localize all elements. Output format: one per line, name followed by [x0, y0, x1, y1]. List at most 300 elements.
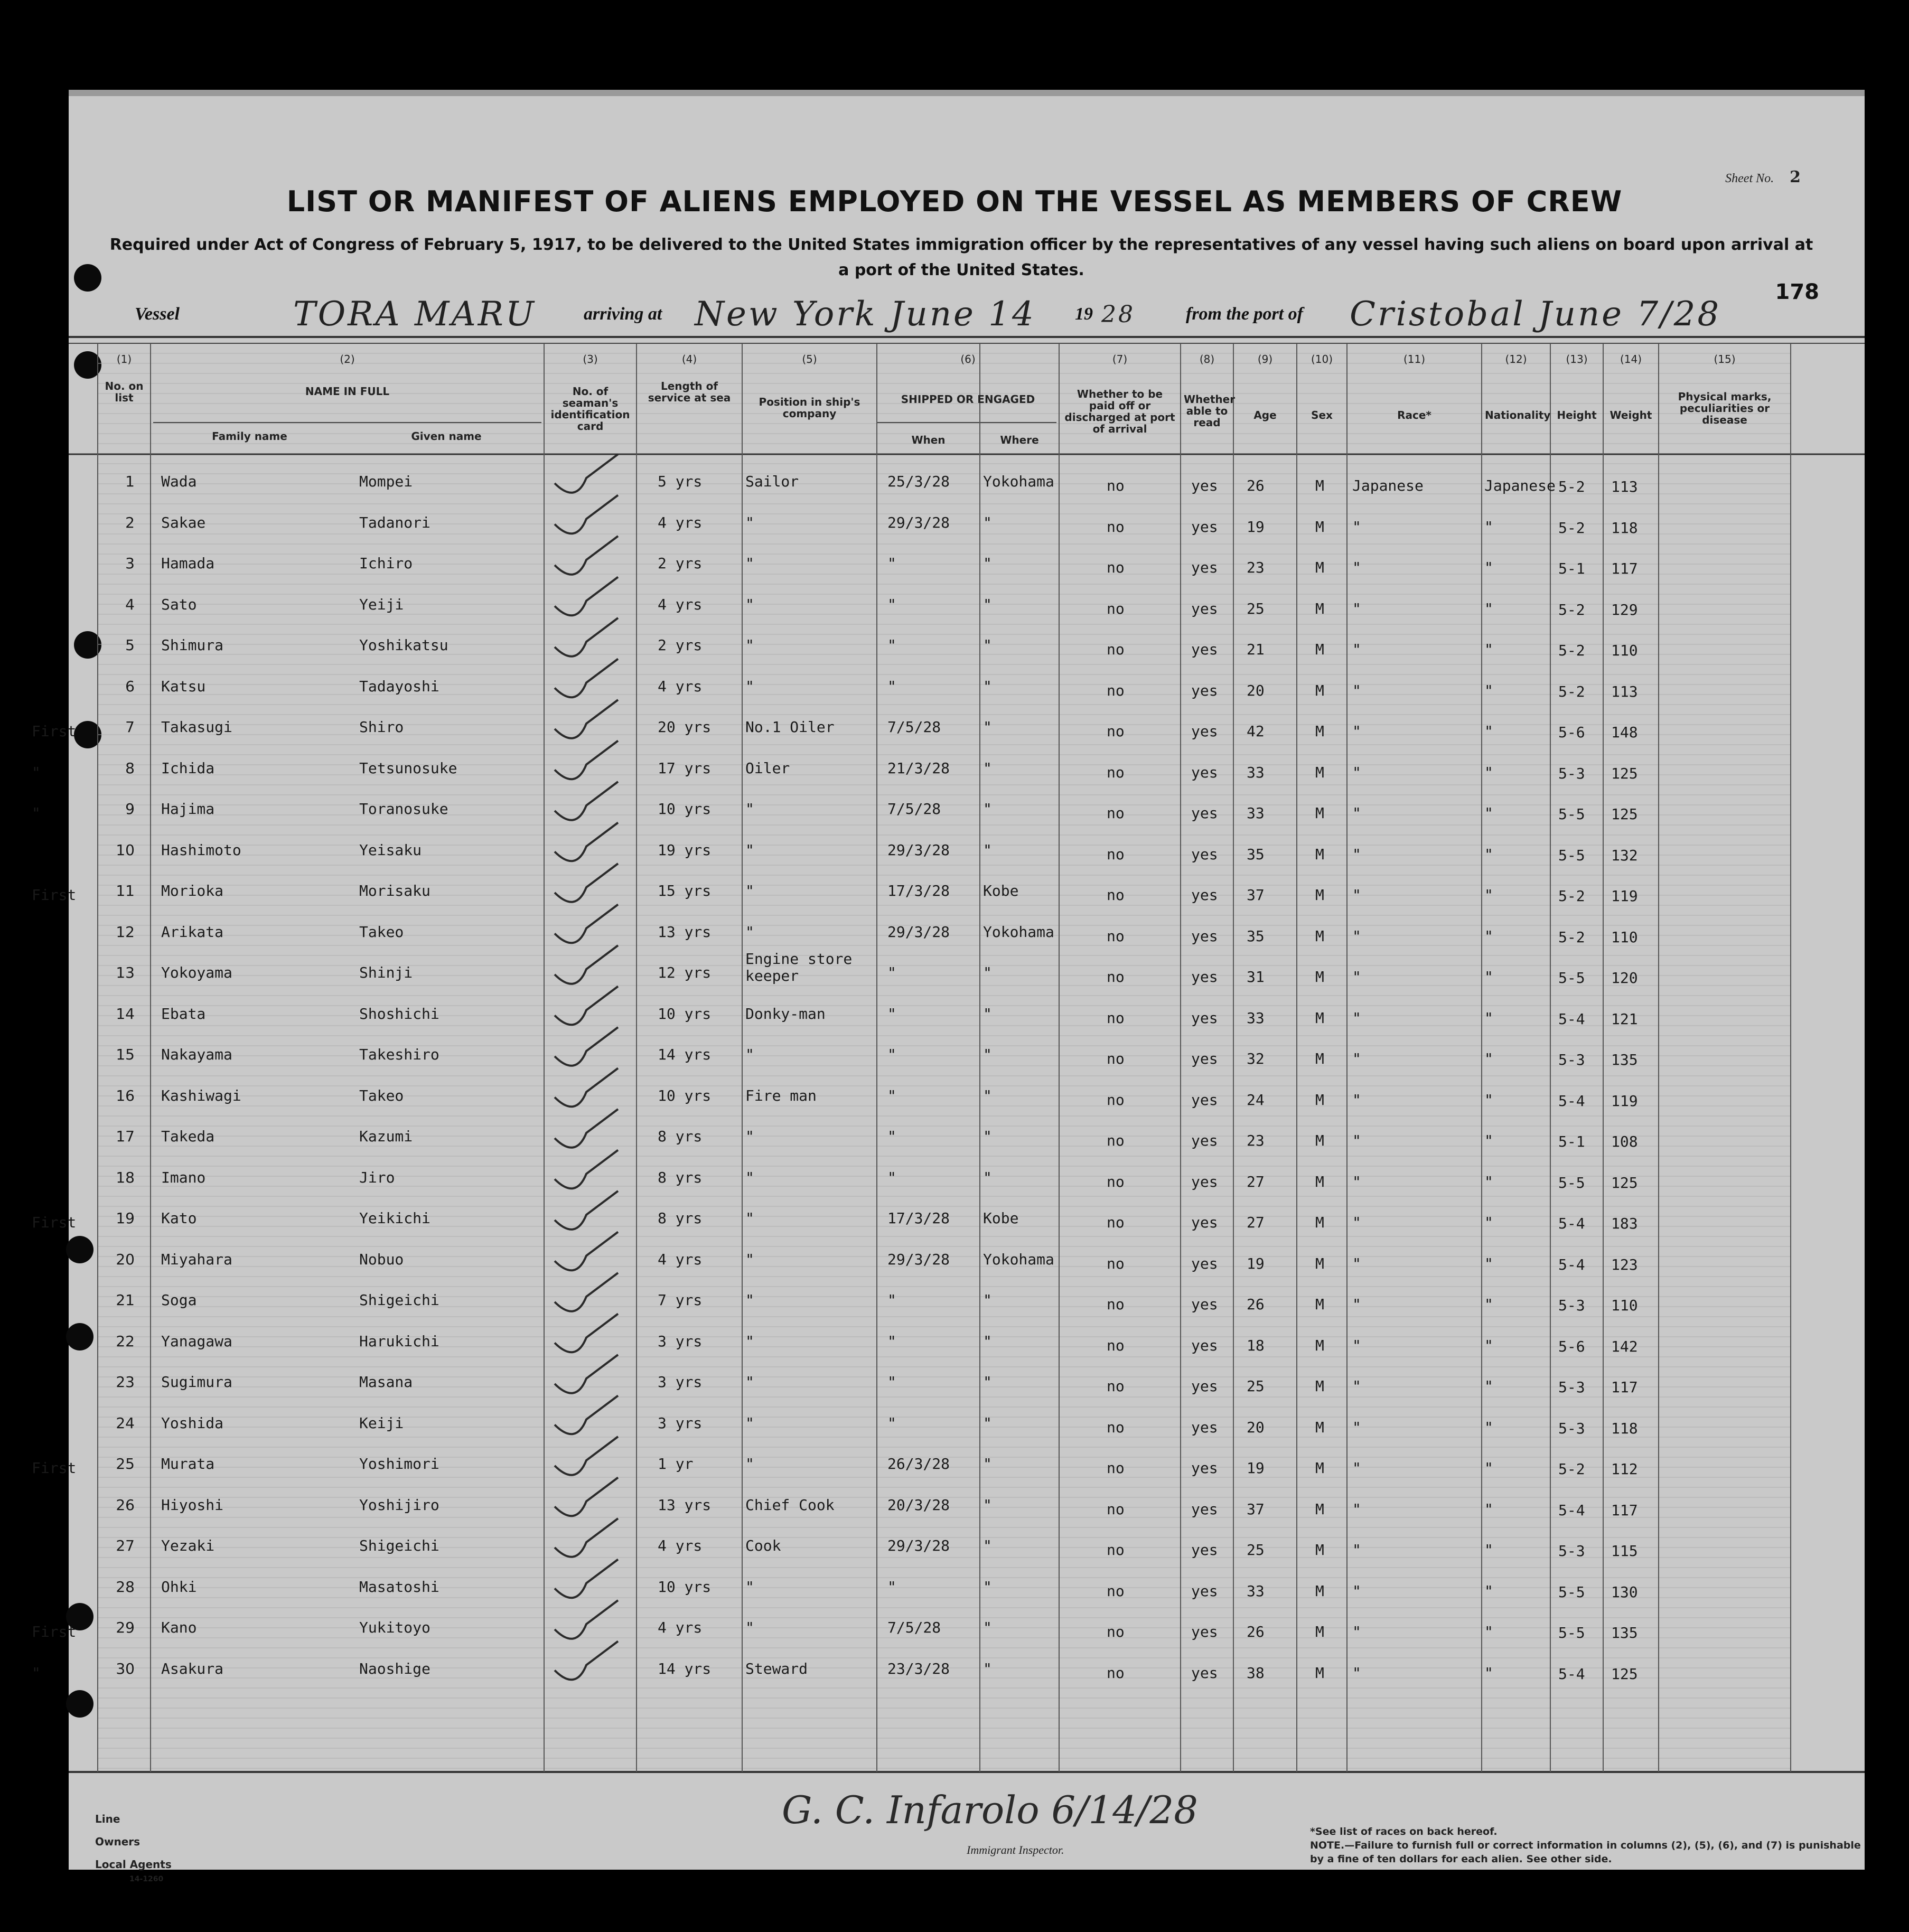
nationality: " — [1484, 641, 1493, 658]
position: " — [745, 800, 754, 818]
weight: 121 — [1611, 1010, 1638, 1028]
shipped-where: Kobe — [983, 1209, 1019, 1227]
given-name: Naoshige — [359, 1659, 431, 1677]
column-number: (2) — [340, 353, 355, 365]
length-of-service: 10 yrs — [658, 1086, 712, 1104]
age: 18 — [1247, 1336, 1265, 1354]
position: " — [745, 1332, 754, 1350]
able-to-read: yes — [1191, 1418, 1218, 1436]
given-name: Takeshiro — [359, 1046, 439, 1063]
given-name: Takeo — [359, 1086, 404, 1104]
position: " — [745, 882, 754, 899]
position: " — [745, 1168, 754, 1186]
family-name: Murata — [161, 1455, 215, 1473]
row-number: 26 — [116, 1496, 135, 1514]
margin-note: " — [32, 1664, 41, 1682]
weight: 125 — [1611, 805, 1638, 823]
family-name: Sakae — [161, 513, 206, 531]
able-to-read: yes — [1191, 1254, 1218, 1272]
nationality: " — [1484, 804, 1493, 822]
age: 21 — [1247, 641, 1265, 658]
height: 5-2 — [1558, 887, 1585, 905]
sex: M — [1315, 886, 1324, 904]
row-number: 22 — [116, 1332, 135, 1350]
given-name: Kazumi — [359, 1128, 413, 1145]
from-port: Cristobal June 7/28 — [1350, 295, 1721, 334]
position: Engine store keeper — [745, 950, 853, 984]
sex: M — [1315, 804, 1324, 822]
sex: M — [1315, 845, 1324, 863]
shipped-where: " — [983, 1373, 992, 1391]
nationality: " — [1484, 1582, 1493, 1600]
row-number: 21 — [116, 1291, 135, 1309]
length-of-service: 1 yr — [658, 1455, 694, 1473]
weight: 123 — [1611, 1255, 1638, 1273]
able-to-read: yes — [1191, 1500, 1218, 1518]
nationality: " — [1484, 845, 1493, 863]
family-name: Sugimura — [161, 1373, 232, 1391]
race: " — [1352, 559, 1361, 576]
family-name: Soga — [161, 1291, 197, 1309]
shipped-when: 26/3/28 — [887, 1455, 950, 1473]
length-of-service: 4 yrs — [658, 1537, 703, 1554]
paid-off: no — [1107, 1296, 1125, 1313]
column-number: (8) — [1199, 353, 1215, 365]
age: 19 — [1247, 1254, 1265, 1272]
row-number: 9 — [125, 800, 135, 818]
shipped-when: " — [887, 555, 896, 572]
sex: M — [1315, 1377, 1324, 1395]
paid-off: no — [1107, 1664, 1125, 1682]
sex: M — [1315, 559, 1324, 576]
race: " — [1352, 1296, 1361, 1313]
age: 37 — [1247, 1500, 1265, 1518]
paid-off: no — [1107, 1541, 1125, 1559]
vessel-name: TORA MARU — [293, 295, 536, 334]
length-of-service: 3 yrs — [658, 1373, 703, 1391]
length-of-service: 3 yrs — [658, 1332, 703, 1350]
row-number: 1 — [125, 473, 135, 490]
length-of-service: 7 yrs — [658, 1291, 703, 1309]
age: 33 — [1247, 1582, 1265, 1600]
nationality: " — [1484, 1091, 1493, 1109]
height: 5-3 — [1558, 1051, 1585, 1068]
length-of-service: 15 yrs — [658, 882, 712, 899]
column-number: (5) — [802, 353, 817, 365]
sex: M — [1315, 763, 1324, 781]
age: 26 — [1247, 1296, 1265, 1313]
row-number: 28 — [116, 1578, 135, 1596]
nationality: " — [1484, 1254, 1493, 1272]
shipped-where: " — [983, 555, 992, 572]
column-header: Whether to be paid off or discharged at port of arrival — [1064, 388, 1175, 435]
shipped-when: 29/3/28 — [887, 1250, 950, 1268]
margin-note: First — [32, 723, 77, 740]
age: 25 — [1247, 1541, 1265, 1559]
race: " — [1352, 1582, 1361, 1600]
nationality: " — [1484, 1050, 1493, 1067]
able-to-read: yes — [1191, 1173, 1218, 1190]
position: " — [745, 513, 754, 531]
sex: M — [1315, 1336, 1324, 1354]
sex: M — [1315, 1296, 1324, 1313]
punch-hole — [66, 1236, 93, 1263]
shipped-where: " — [983, 1005, 992, 1023]
paid-off: no — [1107, 1009, 1125, 1027]
race: " — [1352, 1377, 1361, 1395]
height: 5-5 — [1558, 969, 1585, 987]
shipped-when: 23/3/28 — [887, 1659, 950, 1677]
length-of-service: 14 yrs — [658, 1659, 712, 1677]
paid-off: no — [1107, 763, 1125, 781]
sex: M — [1315, 1459, 1324, 1477]
weight: 148 — [1611, 724, 1638, 741]
shipped-where: " — [983, 964, 992, 981]
length-of-service: 13 yrs — [658, 1496, 712, 1514]
given-name: Tadanori — [359, 513, 431, 531]
height: 5-4 — [1558, 1215, 1585, 1232]
family-name: Kashiwagi — [161, 1086, 241, 1104]
arriving-label: arriving at — [584, 304, 662, 324]
sex: M — [1315, 723, 1324, 740]
row-number: 10 — [116, 841, 135, 859]
shipped-when: " — [887, 1086, 896, 1104]
shipped-where: " — [983, 513, 992, 531]
age: 35 — [1247, 927, 1265, 945]
position: " — [745, 1373, 754, 1391]
position: Fire man — [745, 1086, 817, 1104]
weight: 110 — [1611, 928, 1638, 946]
punch-hole — [74, 721, 101, 748]
nationality: " — [1484, 886, 1493, 904]
family-name: Wada — [161, 473, 197, 490]
paid-off: no — [1107, 804, 1125, 822]
race: " — [1352, 763, 1361, 781]
row-number: 19 — [116, 1209, 135, 1227]
length-of-service: 5 yrs — [658, 473, 703, 490]
given-name: Nobuo — [359, 1250, 404, 1268]
column-number: (9) — [1257, 353, 1273, 365]
position: Chief Cook — [745, 1496, 835, 1514]
shipped-where: " — [983, 1619, 992, 1636]
shipped-where: Kobe — [983, 882, 1019, 899]
margin-note: First — [32, 1214, 77, 1231]
able-to-read: yes — [1191, 763, 1218, 781]
position: Cook — [745, 1537, 781, 1554]
column-number: (12) — [1505, 353, 1527, 365]
column-number: (14) — [1620, 353, 1642, 365]
form-subtitle: Required under Act of Congress of February 5, 1917, to be delivered to the United States immigration officer by the representatives of any vessel having such aliens on board upon arrival at a port of the United States. — [109, 236, 1813, 279]
shipped-where: " — [983, 1659, 992, 1677]
weight: 130 — [1611, 1583, 1638, 1601]
weight: 113 — [1611, 478, 1638, 495]
length-of-service: 10 yrs — [658, 800, 712, 818]
able-to-read: yes — [1191, 1050, 1218, 1067]
given-name: Yeisaku — [359, 841, 422, 859]
weight: 118 — [1611, 519, 1638, 537]
column-number: (1) — [116, 353, 132, 365]
shipped-when: 17/3/28 — [887, 882, 950, 899]
length-of-service: 8 yrs — [658, 1128, 703, 1145]
nationality: " — [1484, 1541, 1493, 1559]
given-name: Yukitoyo — [359, 1619, 431, 1636]
position: " — [745, 1291, 754, 1309]
given-name: Jiro — [359, 1168, 395, 1186]
row-number: 29 — [116, 1619, 135, 1636]
sex: M — [1315, 641, 1324, 658]
race: " — [1352, 1050, 1361, 1067]
weight: 115 — [1611, 1542, 1638, 1560]
agents-label: Local Agents — [95, 1858, 172, 1871]
race: " — [1352, 518, 1361, 536]
able-to-read: yes — [1191, 1459, 1218, 1477]
position: Sailor — [745, 473, 799, 490]
shipped-when: " — [887, 1291, 896, 1309]
shipped-when: " — [887, 1414, 896, 1432]
shipped-where: " — [983, 1455, 992, 1473]
length-of-service: 4 yrs — [658, 1619, 703, 1636]
margin-note: First — [32, 886, 77, 904]
family-name: Kano — [161, 1619, 197, 1636]
given-name: Morisaku — [359, 882, 431, 899]
family-name: Sato — [161, 595, 197, 613]
height: 5-4 — [1558, 1501, 1585, 1519]
row-number: 7 — [125, 718, 135, 736]
family-name: Nakayama — [161, 1046, 232, 1063]
sex: M — [1315, 968, 1324, 986]
sex: M — [1315, 599, 1324, 617]
weight: 119 — [1611, 1092, 1638, 1110]
paid-off: no — [1107, 559, 1125, 576]
shipped-where: " — [983, 1414, 992, 1432]
age: 26 — [1247, 1623, 1265, 1640]
weight: 125 — [1611, 1665, 1638, 1683]
paid-off: no — [1107, 641, 1125, 658]
able-to-read: yes — [1191, 968, 1218, 986]
able-to-read: yes — [1191, 1541, 1218, 1559]
position: Donky-man — [745, 1005, 826, 1023]
column-header-given-name: Given name — [411, 430, 482, 443]
length-of-service: 10 yrs — [658, 1578, 712, 1596]
race: " — [1352, 1132, 1361, 1149]
nationality: " — [1484, 599, 1493, 617]
column-header: Position in ship's company — [759, 396, 860, 420]
age: 25 — [1247, 1377, 1265, 1395]
race: " — [1352, 886, 1361, 904]
race: " — [1352, 804, 1361, 822]
able-to-read: yes — [1191, 1623, 1218, 1640]
sheet-top-edge — [69, 90, 1865, 96]
shipped-where: " — [983, 1537, 992, 1554]
shipped-where: " — [983, 841, 992, 859]
shipped-where: " — [983, 677, 992, 695]
height: 5-3 — [1558, 1378, 1585, 1396]
age: 31 — [1247, 968, 1265, 986]
height: 5-5 — [1558, 1624, 1585, 1642]
paid-off: no — [1107, 518, 1125, 536]
race: " — [1352, 1173, 1361, 1190]
paid-off: no — [1107, 927, 1125, 945]
able-to-read: yes — [1191, 845, 1218, 863]
paid-off: no — [1107, 1214, 1125, 1231]
able-to-read: yes — [1191, 723, 1218, 740]
length-of-service: 8 yrs — [658, 1209, 703, 1227]
sex: M — [1315, 1173, 1324, 1190]
length-of-service: 20 yrs — [658, 718, 712, 736]
height: 5-3 — [1558, 764, 1585, 782]
inspector-signature: G. C. Infarolo 6/14/28 — [782, 1788, 1198, 1832]
weight: 118 — [1611, 1419, 1638, 1437]
length-of-service: 4 yrs — [658, 1250, 703, 1268]
row-number: 30 — [116, 1659, 135, 1677]
shipped-where: " — [983, 1046, 992, 1063]
weight: 183 — [1611, 1215, 1638, 1232]
age: 19 — [1247, 1459, 1265, 1477]
paid-off: no — [1107, 968, 1125, 986]
family-name: Takasugi — [161, 718, 232, 736]
nationality: " — [1484, 681, 1493, 699]
family-name: Kato — [161, 1209, 197, 1227]
given-name: Yoshikatsu — [359, 636, 448, 654]
family-name: Hamada — [161, 555, 215, 572]
race: " — [1352, 845, 1361, 863]
height: 5-2 — [1558, 478, 1585, 495]
race: Japanese — [1352, 477, 1424, 494]
punch-hole — [74, 631, 101, 659]
nationality: " — [1484, 1296, 1493, 1313]
able-to-read: yes — [1191, 1132, 1218, 1149]
height: 5-2 — [1558, 1460, 1585, 1478]
year-prefix: 19 — [1075, 304, 1093, 324]
given-name: Shiro — [359, 718, 404, 736]
age: 35 — [1247, 845, 1265, 863]
position: " — [745, 677, 754, 695]
sex: M — [1315, 518, 1324, 536]
inspector-label: Immigrant Inspector. — [967, 1843, 1064, 1856]
column-number: (4) — [681, 353, 697, 365]
row-number: 16 — [116, 1086, 135, 1104]
position: " — [745, 1578, 754, 1596]
column-header: Whether able to read — [1184, 393, 1236, 429]
shipped-where: Yokohama — [983, 473, 1054, 490]
row-number: 5 — [125, 636, 135, 654]
height: 5-5 — [1558, 1174, 1585, 1192]
shipped-when: " — [887, 1332, 896, 1350]
race-note: *See list of races on back hereof. — [1310, 1826, 1498, 1837]
paid-off: no — [1107, 1254, 1125, 1272]
sex: M — [1315, 1623, 1324, 1640]
age: 32 — [1247, 1050, 1265, 1067]
able-to-read: yes — [1191, 1296, 1218, 1313]
family-name: Yokoyama — [161, 964, 232, 981]
age: 20 — [1247, 681, 1265, 699]
column-header: Weight — [1609, 409, 1652, 421]
nationality: " — [1484, 1173, 1493, 1190]
given-name: Yeiji — [359, 595, 404, 613]
length-of-service: 12 yrs — [658, 964, 712, 981]
given-name: Shigeichi — [359, 1291, 439, 1309]
weight: 129 — [1611, 601, 1638, 618]
race: " — [1352, 968, 1361, 986]
weight: 113 — [1611, 682, 1638, 700]
height: 5-5 — [1558, 1583, 1585, 1601]
age: 33 — [1247, 804, 1265, 822]
punch-hole — [74, 264, 101, 292]
weight: 117 — [1611, 1378, 1638, 1396]
height: 5-2 — [1558, 601, 1585, 618]
given-name: Harukichi — [359, 1332, 439, 1350]
age: 24 — [1247, 1091, 1265, 1109]
paid-off: no — [1107, 845, 1125, 863]
length-of-service: 3 yrs — [658, 1414, 703, 1432]
given-name: Yoshimori — [359, 1455, 439, 1473]
race: " — [1352, 1214, 1361, 1231]
height: 5-1 — [1558, 560, 1585, 577]
shipped-where: Yokohama — [983, 923, 1054, 941]
race: " — [1352, 1500, 1361, 1518]
shipped-when: " — [887, 677, 896, 695]
shipped-where: " — [983, 595, 992, 613]
position: " — [745, 1209, 754, 1227]
sex: M — [1315, 1418, 1324, 1436]
given-name: Ichiro — [359, 555, 413, 572]
position: " — [745, 841, 754, 859]
race: " — [1352, 1664, 1361, 1682]
paid-off: no — [1107, 1582, 1125, 1600]
race: " — [1352, 641, 1361, 658]
row-number: 27 — [116, 1537, 135, 1554]
shipped-when: " — [887, 1578, 896, 1596]
nationality: " — [1484, 1009, 1493, 1027]
column-number: (10) — [1311, 353, 1333, 365]
shipped-where: " — [983, 1332, 992, 1350]
height: 5-4 — [1558, 1665, 1585, 1683]
weight: 135 — [1611, 1051, 1638, 1068]
height: 5-2 — [1558, 682, 1585, 700]
nationality: " — [1484, 1500, 1493, 1518]
position: " — [745, 636, 754, 654]
shipped-where: Yokohama — [983, 1250, 1054, 1268]
nationality: Japanese — [1484, 477, 1556, 494]
race: " — [1352, 1091, 1361, 1109]
sex: M — [1315, 1541, 1324, 1559]
length-of-service: 2 yrs — [658, 555, 703, 572]
weight: 117 — [1611, 560, 1638, 577]
able-to-read: yes — [1191, 1214, 1218, 1231]
family-name: Takeda — [161, 1128, 215, 1145]
shipped-where: " — [983, 1291, 992, 1309]
age: 27 — [1247, 1214, 1265, 1231]
shipped-when: " — [887, 595, 896, 613]
shipped-when: 7/5/28 — [887, 718, 941, 736]
height: 5-5 — [1558, 805, 1585, 823]
given-name: Masana — [359, 1373, 413, 1391]
page-number: 178 — [1775, 280, 1819, 304]
paid-off: no — [1107, 1050, 1125, 1067]
vessel-line — [135, 295, 1825, 334]
shipped-where: " — [983, 759, 992, 777]
race: " — [1352, 1009, 1361, 1027]
nationality: " — [1484, 763, 1493, 781]
arriving-at: New York June 14 — [695, 295, 1036, 334]
family-name: Hajima — [161, 800, 215, 818]
able-to-read: yes — [1191, 1091, 1218, 1109]
nationality: " — [1484, 518, 1493, 536]
weight: 110 — [1611, 642, 1638, 659]
age: 25 — [1247, 599, 1265, 617]
margin-note: " — [32, 804, 41, 822]
family-name: Shimura — [161, 636, 224, 654]
